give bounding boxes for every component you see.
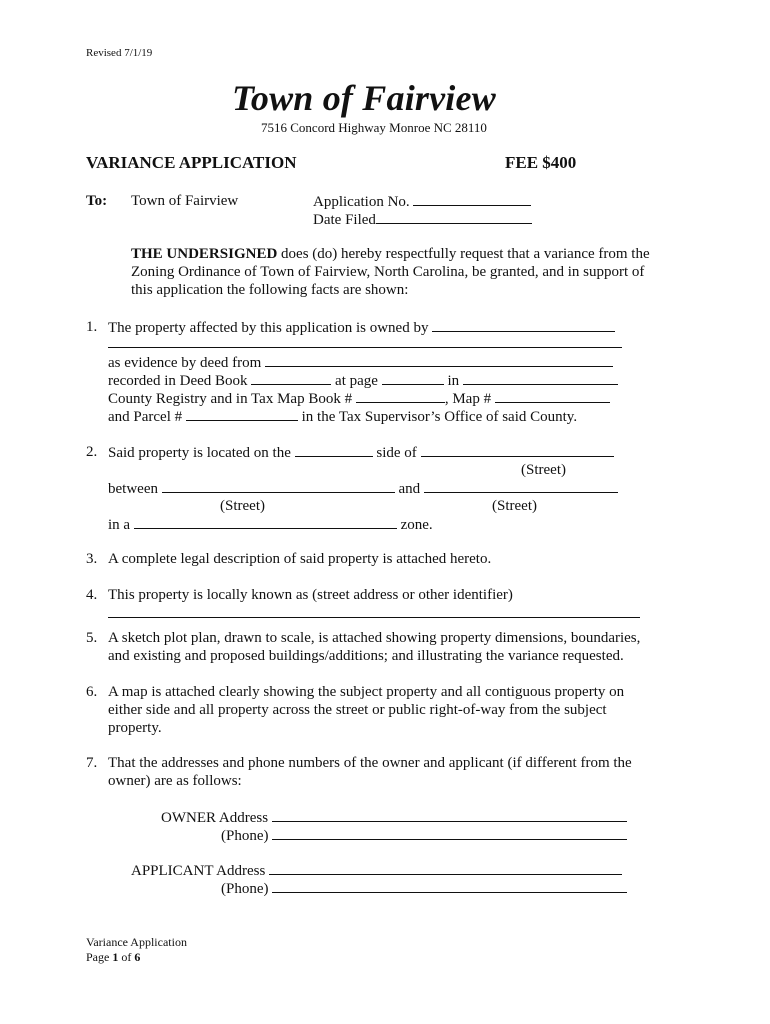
item2-row1 bbox=[108, 443, 614, 462]
tax-map-book-field[interactable] bbox=[356, 389, 445, 403]
item1-row4 bbox=[108, 371, 618, 390]
zone-label: zone. bbox=[400, 517, 433, 533]
owner-phone-field[interactable] bbox=[272, 826, 627, 840]
between-street-field[interactable] bbox=[162, 479, 395, 493]
item1-row3 bbox=[108, 353, 613, 372]
item4-text: This property is locally known as (street address or other identifier) bbox=[108, 587, 513, 603]
owner-phone-label: (Phone) bbox=[221, 828, 269, 844]
owned-by-label: The property affected by this application is owned by bbox=[108, 320, 429, 336]
footer-doc-name: Variance Application bbox=[86, 935, 187, 949]
side-of-street-field[interactable] bbox=[421, 443, 614, 457]
item4-number: 4. bbox=[86, 587, 98, 603]
owner-address-label: OWNER Address bbox=[161, 810, 269, 826]
in-a-label: in a bbox=[108, 517, 131, 533]
item3-text: A complete legal description of said property is attached hereto. bbox=[108, 551, 492, 567]
deed-from-field[interactable] bbox=[265, 353, 613, 367]
intro-text: does (do) hereby respectfully request that a variance from the Zoning Ordinance of Town of Fairview, North Carolina, be granted, and in support of this application the following facts are shown: bbox=[131, 246, 650, 298]
county-field[interactable] bbox=[463, 371, 618, 385]
parcel-field[interactable] bbox=[186, 407, 298, 421]
owner-phone-row bbox=[221, 826, 627, 845]
supervisor-text: in the Tax Supervisor’s Office of said County. bbox=[301, 409, 578, 425]
item1-row1 bbox=[108, 318, 615, 337]
in-label: in bbox=[447, 373, 460, 389]
footer-page bbox=[86, 950, 140, 965]
applicant-phone-row bbox=[221, 879, 627, 898]
map-number-field[interactable] bbox=[495, 389, 610, 403]
owner-address-row bbox=[161, 808, 627, 827]
map-label: , Map # bbox=[444, 391, 492, 407]
parcel-label: and Parcel # bbox=[108, 409, 183, 425]
applicant-phone-label: (Phone) bbox=[221, 881, 269, 897]
page-field[interactable] bbox=[382, 371, 444, 385]
item6-line1: A map is attached clearly showing the subject property and all contiguous property on bbox=[108, 684, 625, 700]
form-title: VARIANCE APPLICATION bbox=[86, 153, 297, 172]
page-number: 1 bbox=[112, 950, 119, 964]
item2-number: 2. bbox=[86, 444, 98, 460]
page-total: 6 bbox=[134, 950, 141, 964]
street-caption-1: (Street) bbox=[521, 462, 566, 478]
street-caption-3: (Street) bbox=[492, 498, 537, 514]
at-page-label: at page bbox=[335, 373, 378, 389]
date-filed-row bbox=[313, 210, 532, 229]
to-value: Town of Fairview bbox=[131, 193, 239, 209]
side-of-label: side of bbox=[376, 445, 417, 461]
item7-number: 7. bbox=[86, 755, 98, 771]
owner-name-field[interactable] bbox=[432, 318, 615, 332]
deed-from-label: as evidence by deed from bbox=[108, 355, 262, 371]
date-filed-field[interactable] bbox=[376, 210, 532, 224]
between-label: between bbox=[108, 481, 158, 497]
located-label: Said property is located on the bbox=[108, 445, 291, 461]
item1-number: 1. bbox=[86, 319, 98, 335]
and-street-field[interactable] bbox=[424, 479, 618, 493]
item5-number: 5. bbox=[86, 630, 98, 646]
item5-line1: A sketch plot plan, drawn to scale, is attached showing property dimensions, boundaries, bbox=[108, 630, 641, 646]
town-title: Town of Fairview bbox=[232, 78, 496, 118]
applicant-address-row bbox=[131, 861, 622, 880]
and-label: and bbox=[398, 481, 421, 497]
date-filed-label: Date Filed bbox=[313, 212, 376, 228]
item7-line2: owner) are as follows: bbox=[108, 773, 242, 789]
of-word: of bbox=[121, 950, 132, 964]
applicant-phone-field[interactable] bbox=[272, 879, 627, 893]
to-label: To: bbox=[86, 193, 108, 209]
item6-line3: property. bbox=[108, 720, 162, 736]
item5-line2: and existing and proposed buildings/additions; and illustrating the variance requested. bbox=[108, 648, 624, 664]
page-word: Page bbox=[86, 950, 110, 964]
owner-address-field[interactable] bbox=[272, 808, 627, 822]
intro-paragraph bbox=[131, 245, 659, 299]
revised-date: Revised 7/1/19 bbox=[86, 47, 153, 59]
owner-name-continuation-field[interactable] bbox=[108, 347, 622, 348]
registry-label: County Registry and in Tax Map Book # bbox=[108, 391, 353, 407]
applicant-address-field[interactable] bbox=[269, 861, 622, 875]
item6-number: 6. bbox=[86, 684, 98, 700]
street-caption-2: (Street) bbox=[220, 498, 265, 514]
town-address: 7516 Concord Highway Monroe NC 28110 bbox=[261, 120, 487, 135]
intro-bold: THE UNDERSIGNED bbox=[131, 246, 278, 262]
item3-number: 3. bbox=[86, 551, 98, 567]
applicant-address-label: APPLICANT Address bbox=[131, 863, 266, 879]
item7-line1: That the addresses and phone numbers of the owner and applicant (if different from the bbox=[108, 755, 632, 771]
deed-book-field[interactable] bbox=[251, 371, 331, 385]
item2-row5 bbox=[108, 515, 433, 534]
application-no-row bbox=[313, 192, 531, 211]
street-address-field[interactable] bbox=[108, 617, 640, 618]
fee-label: FEE $400 bbox=[505, 153, 577, 172]
zone-field[interactable] bbox=[134, 515, 397, 529]
item6-line2: either side and all property across the street or public right-of-way from the subject bbox=[108, 702, 607, 718]
item1-row6 bbox=[108, 407, 577, 426]
item2-row3 bbox=[108, 479, 618, 498]
application-no-label: Application No. bbox=[313, 194, 410, 210]
side-field[interactable] bbox=[295, 443, 373, 457]
deed-book-label: recorded in Deed Book bbox=[108, 373, 248, 389]
item1-row5 bbox=[108, 389, 610, 408]
application-no-field[interactable] bbox=[413, 192, 531, 206]
